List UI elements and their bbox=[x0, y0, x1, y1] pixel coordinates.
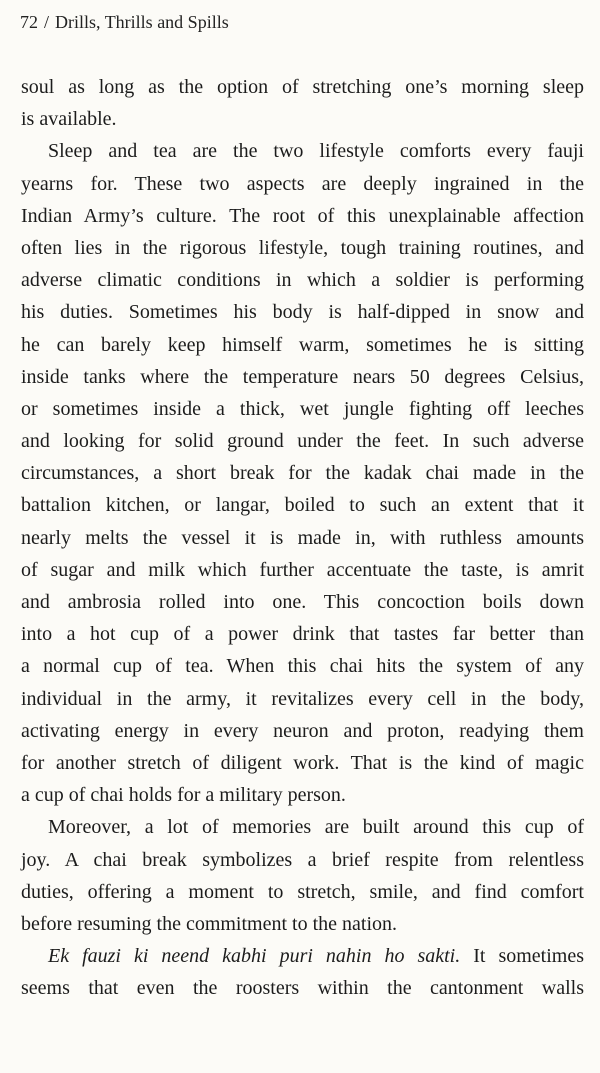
hindi-quote: Ek fauzi ki neend kabhi puri nahin ho sakti. bbox=[48, 945, 461, 968]
text-line: his duties. Sometimes his body is half-dipped in snow and bbox=[21, 301, 584, 324]
text-line: into a hot cup of a power drink that tastes far better than bbox=[21, 623, 584, 646]
text-line: Indian Army’s culture. The root of this unexplainable affection bbox=[21, 204, 584, 227]
header-separator: / bbox=[44, 12, 50, 32]
text-line bbox=[21, 940, 584, 972]
text-line: and ambrosia rolled into one. This concoction boils down bbox=[21, 591, 584, 613]
text-line: a cup of chai holds for a military person. bbox=[21, 784, 346, 807]
running-header bbox=[20, 8, 229, 36]
text-line: Sleep and tea are the two lifestyle comforts every fauji bbox=[48, 140, 584, 163]
text-line: and looking for solid ground under the feet. In such adverse bbox=[21, 430, 584, 453]
body-text bbox=[21, 71, 584, 1004]
text-line: adverse climatic conditions in which a soldier is performing bbox=[21, 269, 584, 292]
text-line: circumstances, a short break for the kadak chai made in the bbox=[21, 462, 584, 485]
text-line: nearly melts the vessel it is made in, with ruthless amounts bbox=[21, 526, 584, 549]
text-line: duties, offering a moment to stretch, smile, and find comfort bbox=[21, 880, 584, 903]
page-number: 72 bbox=[20, 12, 38, 32]
text-line: is available. bbox=[21, 108, 117, 131]
text-line: soul as long as the option of stretching one’s morning sleep bbox=[21, 76, 584, 98]
book-title: Drills, Thrills and Spills bbox=[55, 12, 229, 32]
text-line: often lies in the rigorous lifestyle, tough training routines, and bbox=[21, 236, 584, 259]
text-line: individual in the army, it revitalizes every cell in the body, bbox=[21, 687, 584, 710]
text-line: for another stretch of diligent work. That is the kind of magic bbox=[21, 751, 584, 774]
text-line: battalion kitchen, or langar, boiled to such an extent that it bbox=[21, 494, 584, 517]
text-line: Moreover, a lot of memories are built around this cup of bbox=[48, 816, 584, 839]
text-line: a normal cup of tea. When this chai hits the system of any bbox=[21, 655, 584, 678]
text-line: joy. A chai break symbolizes a brief respite from relentless bbox=[21, 848, 584, 871]
text-line: seems that even the roosters within the cantonment walls bbox=[21, 977, 584, 1000]
text-line: activating energy in every neuron and proton, readying them bbox=[21, 719, 584, 742]
text-line: or sometimes inside a thick, wet jungle fighting off leeches bbox=[21, 397, 584, 420]
text-line: he can barely keep himself warm, sometimes he is sitting bbox=[21, 333, 584, 356]
text-line: before resuming the commitment to the nation. bbox=[21, 912, 398, 935]
text-line: inside tanks where the temperature nears 50 degrees Celsius, bbox=[21, 365, 584, 388]
text-fragment: It sometimes bbox=[460, 945, 585, 968]
text-line: yearns for. These two aspects are deeply ingrained in the bbox=[21, 172, 584, 195]
text-line: of sugar and milk which further accentuate the taste, is amrit bbox=[21, 558, 584, 581]
